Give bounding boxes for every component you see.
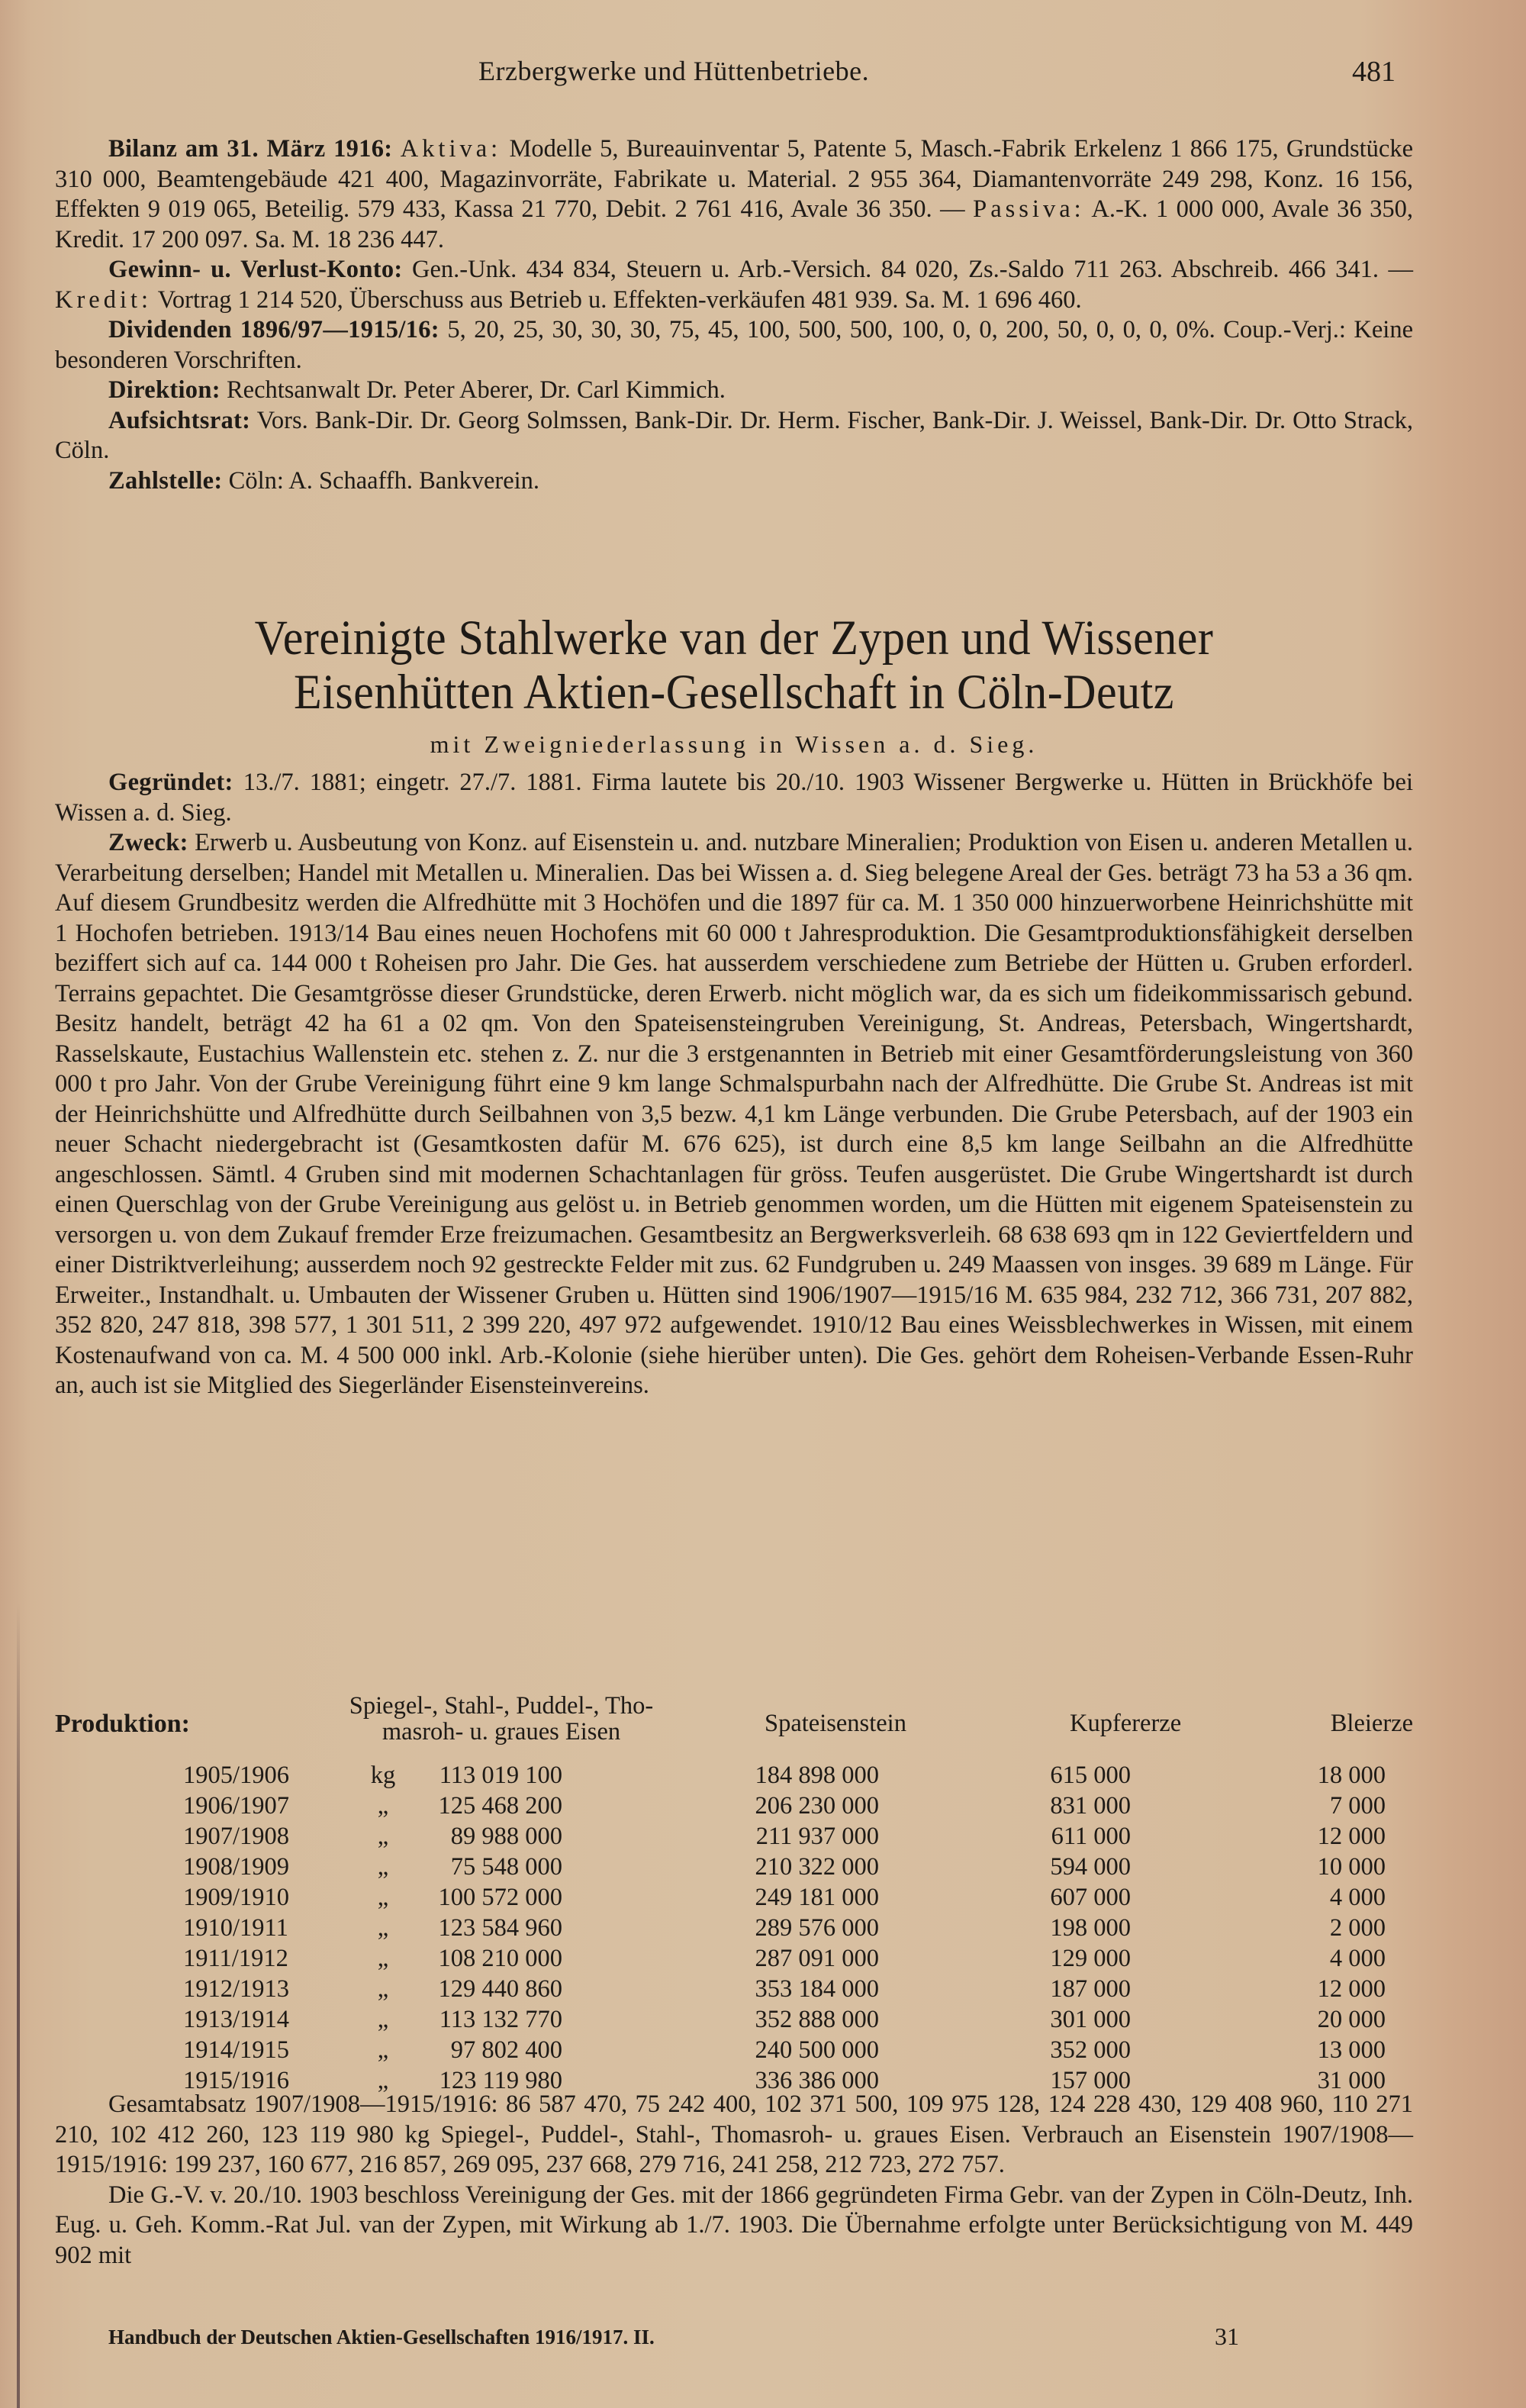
row-bleierze: 2 000 [1329,1914,1386,1942]
row-unit: „ [377,1914,389,1942]
header-kupfererze: Kupfererze [1070,1710,1182,1737]
row-spateisenstein: 184 898 000 [755,1762,879,1789]
row-unit: „ [377,2006,389,2033]
zweck-label: Zweck: [108,829,188,856]
row-kupfererze: 198 000 [1050,1914,1131,1942]
production-row [55,1852,1413,1882]
row-kupfererze: 129 000 [1050,1945,1131,1972]
header-eisen-line2: masroh- u. graues Eisen [382,1718,621,1746]
aktiva-text: Modelle 5, Bureauinventar 5, Patente 5, Masch.-Fabrik Erkelenz 1 866 175, Grundstücke 310 000, Beamtengebäude 421 400, Magazinvorräte, Fabrikate u. Material. 2 955 364, Diamantenvorräte 249 298, Konz. 16 156, Effekten 9 019 065, Beteilig. 579 433, Kassa 21 770, Debit. 2 761 416, Avale 36 350. — [55,135,1414,223]
row-bleierze: 13 000 [1317,2036,1386,2064]
row-bleierze: 12 000 [1317,1975,1386,2003]
company-subtitle: mit Zweigniederlassung in Wissen a. d. Sieg. [430,730,1038,758]
row-year: 1905/1906 [183,1762,290,1789]
row-eisen: 123 119 980 [439,2067,562,2094]
row-year: 1906/1907 [183,1792,290,1820]
row-eisen: 113 132 770 [439,2006,562,2033]
row-bleierze: 31 000 [1317,2067,1386,2094]
production-row [55,1913,1413,1943]
signature-mark: 31 [1215,2323,1239,2350]
row-bleierze: 4 000 [1329,1884,1386,1911]
row-spateisenstein: 240 500 000 [755,2036,879,2064]
header-eisen [265,1693,738,1745]
row-unit: „ [377,1853,389,1881]
direktion-text: Rechtsanwalt Dr. Peter Aberer, Dr. Carl Kimmich. [226,376,726,404]
running-head [55,55,1413,101]
header-bleierze: Bleierze [1330,1710,1413,1737]
row-kupfererze: 611 000 [1051,1823,1131,1850]
gv-paragraph: Die G.-V. v. 20./10. 1903 beschloss Vereinigung der Ges. mit der 1866 gegründeten Firma Gebr. van der Zypen in Cöln-Deutz, Inh. Eug. u. Geh. Komm.-Rat Jul. van der Zypen, mit Wirkung ab 1./7. 1903. Die Übernahme erfolgte unter Berücksichtigung von M. 449 902 mit [55,2181,1413,2269]
zahlstelle-text: Cöln: A. Schaaffh. Bankverein. [228,466,540,495]
row-spateisenstein: 353 184 000 [755,1975,879,2003]
row-spateisenstein: 352 888 000 [755,2006,879,2033]
passiva-label: Passiva: [973,195,1085,223]
row-kupfererze: 157 000 [1050,2067,1131,2094]
row-eisen: 123 584 960 [438,1914,562,1942]
row-spateisenstein: 287 091 000 [755,1945,879,1972]
production-row [55,1791,1413,1821]
row-bleierze: 20 000 [1317,2006,1386,2033]
row-year: 1911/1912 [183,1945,288,1972]
row-kupfererze: 594 000 [1050,1853,1131,1881]
row-eisen: 125 468 200 [438,1792,562,1820]
gegruendet-label: Gegründet: [108,769,233,796]
row-unit: „ [377,1792,389,1820]
company-title-line2: Eisenhütten Aktien-Gesellschaft in Cöln-Deutz [294,665,1174,720]
row-spateisenstein: 210 322 000 [755,1853,879,1881]
row-year: 1910/1911 [183,1914,288,1942]
header-eisen-line1: Spiegel-, Stahl-, Puddel-, Tho- [349,1692,654,1720]
production-row [55,2035,1413,2065]
book-page [55,0,1413,2408]
closing-paragraphs [55,2090,1413,2271]
row-spateisenstein: 249 181 000 [755,1884,879,1911]
row-kupfererze: 615 000 [1050,1762,1131,1789]
row-unit: „ [377,1884,389,1911]
row-eisen: 100 572 000 [438,1884,562,1911]
row-unit: „ [377,2036,389,2064]
passiva-text: A.-K. 1 000 000, Avale 36 350, Kredit. 17 200 097. Sa. M. 18 236 447. [55,195,1413,253]
production-row [55,1760,1413,1791]
row-unit: „ [377,1975,389,2003]
header-spateisenstein: Spateisenstein [765,1710,906,1737]
dividenden-paragraph [55,315,1413,376]
row-year: 1909/1910 [183,1884,290,1911]
company-body [55,768,1413,1401]
row-spateisenstein: 289 576 000 [755,1914,879,1942]
produktion-label: Produktion: [55,1710,190,1738]
row-eisen: 97 802 400 [450,2036,562,2064]
row-kupfererze: 301 000 [1050,2006,1131,2033]
page-number: 481 [1352,56,1396,88]
row-spateisenstein: 211 937 000 [755,1823,879,1850]
aktiva-label: Aktiva: [400,135,502,163]
gewinn-paragraph [55,255,1413,315]
row-eisen: 75 548 000 [450,1853,562,1881]
row-kupfererze: 831 000 [1050,1792,1131,1820]
gegruendet-text: 13./7. 1881; eingetr. 27./7. 1881. Firma lautete bis 20./10. 1903 Wissener Bergwerke u. Hütten in Brückhöfe bei Wissen a. d. Sieg. [55,769,1414,827]
row-spateisenstein: 206 230 000 [755,1792,879,1820]
row-unit: kg [370,1762,396,1789]
row-eisen: 129 440 860 [438,1975,562,2003]
zahlstelle-paragraph [55,466,1413,497]
row-eisen: 113 019 100 [439,1762,562,1789]
previous-entry [55,134,1413,496]
footer-title: Handbuch der Deutschen Aktien-Gesellschaften 1916/1917. II. [108,2326,655,2348]
gesamtabsatz-paragraph: Gesamtabsatz 1907/1908—1915/1916: 86 587 470, 75 242 400, 102 371 500, 109 975 128, 124 228 430, 129 408 960, 110 271 210, 102 412 260, 123 119 980 kg Spiegel-, Puddel-, Stahl-, Thomasroh- u. graues Eisen. Verbrauch an Eisenstein 1907/1908—1915/1916: 199 237, 160 677, 216 857, 269 095, 237 668, 279 716, 241 258, 212 723, 272 757. [55,2090,1413,2178]
gewinn-debit-text: Gen.-Unk. 434 834, Steuern u. Arb.-Versich. 84 020, Zs.-Saldo 711 263. Abschreib. 466 341. — [412,256,1413,283]
aufsichtsrat-label: Aufsichtsrat: [108,406,251,434]
row-bleierze: 4 000 [1329,1945,1386,1972]
direktion-label: Direktion: [108,376,221,404]
direktion-paragraph [55,376,1413,406]
row-kupfererze: 187 000 [1050,1975,1131,2003]
row-unit: „ [377,1823,389,1850]
row-year: 1907/1908 [183,1823,290,1850]
row-year: 1915/1916 [183,2067,290,2094]
row-kupfererze: 352 000 [1050,2036,1131,2064]
production-row [55,1974,1413,2004]
row-year: 1913/1914 [183,2006,290,2033]
row-eisen: 89 988 000 [450,1823,562,1850]
running-head-title: Erzbergwerke und Hüttenbetriebe. [478,56,870,86]
gewinn-label: Gewinn- u. Verlust-Konto: [108,256,403,283]
kredit-text: Vortrag 1 214 520, Überschuss aus Betrieb u. Effekten-verkäufen 481 939. Sa. M. 1 696 460. [157,285,1082,314]
row-year: 1914/1915 [183,2036,290,2064]
aufsichtsrat-paragraph [55,406,1413,466]
aufsichtsrat-text: Vors. Bank-Dir. Dr. Georg Solmssen, Bank-Dir. Dr. Herm. Fischer, Bank-Dir. J. Weissel, Bank-Dir. Dr. Otto Strack, Cöln. [55,406,1413,464]
row-bleierze: 10 000 [1317,1853,1386,1881]
gegruendet-paragraph [55,768,1413,828]
row-spateisenstein: 336 386 000 [755,2067,879,2094]
production-rows [55,1760,1413,2096]
kredit-label: Kredit: [55,285,153,314]
row-kupfererze: 607 000 [1050,1884,1131,1911]
bilanz-label: Bilanz am 31. März 1916: [108,135,393,163]
zweck-text: Erwerb u. Ausbeutung von Konz. auf Eisenstein u. and. nutzbare Mineralien; Produktion von Eisen u. anderen Metallen u. Verarbeitung derselben; Handel mit Metallen u. Mineralien. Das bei Wissen a. d. Sieg belegene Areal der Ges. beträgt 73 ha 53 a 36 qm. Auf diesem Grundbesitz werden die Alfredhütte mit 3 Hochöfen und die 1897 für ca. M. 1 350 000 hinzuerworbene Heinrichshütte mit 1 Hochofen betrieben. 1913/14 Bau eines neuen Hochofens mit 60 000 t Jahresproduktion. Die Gesamtproduktionsfähigkeit derselben beziffert sich auf ca. 144 000 t Roheisen pro Jahr. Die Ges. hat ausserdem verschiedene zum Betriebe der Hütten u. Gruben erforderl. Terrains gepachtet. Die Gesamtgrösse dieser Grundstücke, deren Erwerb. nicht möglich war, da es sich um fideikommissarisch gebund. Besitz handelt, beträgt 42 ha 61 a 02 qm. Von den Spateisensteingruben Vereinigung, St. Andreas, Petersbach, Wingertshardt, Rasselskaute, Eustachius Wallenstein etc. stehen z. Z. nur die 3 erstgenannten in Betrieb mit einer Gesamtförderungsleistung von 360 000 t pro Jahr. Von der Grube Vereinigung führt eine 9 km lange Schmalspurbahn nach der Alfredhütte. Die Grube St. Andreas ist mit der Heinrichshütte und Alfredhütte durch Seilbahnen von 3,5 bezw. 4,1 km Länge verbunden. Die Grube Petersbach, auf der 1903 ein neuer Schacht niedergebracht ist (Gesamtkosten dafür M. 676 625), ist durch eine 8,5 km lange Seilbahn an die Alfredhütte angeschlossen. Sämtl. 4 Gruben sind mit modernen Schachtanlagen für gröss. Teufen ausgerüstet. Die Grube Wingertshardt ist durch einen Querschlag von der Grube Vereinigung aus gelöst u. in Betrieb genommen worden, um die Hütten mit eigenem Spateisenstein zu versorgen u. von dem Zukauf fremder Erze freizumachen. Gesamtbesitz an Bergwerksverleih. 68 638 693 qm in 122 Geviertfeldern und einer Distriktverleihung; ausserdem noch 92 gestreckte Felder mit zus. 62 Fundgruben u. 249 Maassen von insges. 39 689 m Länge. Für Erweiter., Instandhalt. u. Umbauten der Wissener Gruben u. Hütten sind 1906/1907—1915/16 M. 635 984, 232 712, 366 731, 207 882, 352 820, 247 818, 398 577, 1 301 511, 2 399 220, 497 972 aufgewendet. 1910/12 Bau eines Weissblechwerkes in Wissen, mit einem Kostenaufwand von ca. M. 4 500 000 inkl. Arb.-Kolonie (siehe hierüber unten). Die Ges. gehört dem Roheisen-Verbande Essen-Ruhr an, auch ist sie Mitglied des Siegerländer Eisensteinvereins. [55,829,1414,1399]
row-unit: „ [377,2067,389,2094]
bilanz-paragraph [55,134,1413,255]
company-title-line1: Vereinigte Stahlwerke van der Zypen und Wissener [254,610,1214,665]
row-eisen: 108 210 000 [438,1945,562,1972]
book-binding-edge [17,1603,20,2408]
company-title [55,611,1413,720]
row-unit: „ [377,1945,389,1972]
dividenden-text: 5, 20, 25, 30, 30, 30, 75, 45, 100, 500, 500, 100, 0, 0, 200, 50, 0, 0, 0, 0%. Coup.-Verj.: Keine besonderen Vorschriften. [55,316,1413,374]
row-bleierze: 12 000 [1317,1823,1386,1850]
dividenden-label: Dividenden 1896/97—1915/16: [108,316,439,343]
row-bleierze: 18 000 [1317,1762,1386,1789]
production-row [55,2004,1413,2035]
row-year: 1912/1913 [183,1975,290,2003]
production-row [55,1882,1413,1913]
row-bleierze: 7 000 [1329,1792,1386,1820]
zahlstelle-label: Zahlstelle: [108,466,223,495]
zweck-paragraph [55,828,1413,1401]
row-year: 1908/1909 [183,1853,290,1881]
production-row [55,1943,1413,1974]
production-row [55,1821,1413,1852]
